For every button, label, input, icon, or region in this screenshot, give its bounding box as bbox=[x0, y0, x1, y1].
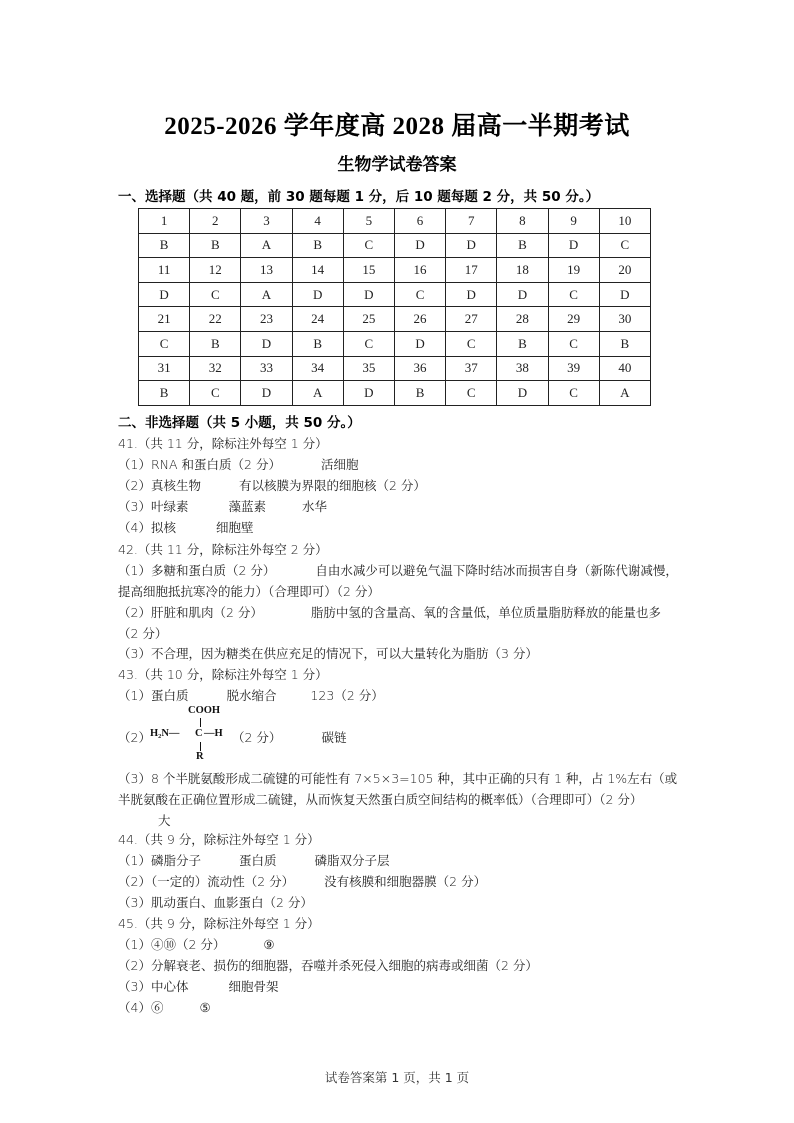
answer-text: 活细胞 bbox=[320, 457, 359, 472]
q45-part4 bbox=[118, 998, 211, 1016]
question-number-cell: 24 bbox=[292, 307, 343, 332]
formula-right: —H bbox=[204, 728, 223, 739]
q45-part3 bbox=[118, 977, 278, 995]
answer-text: （2）肝脏和肌肉（2 分） bbox=[118, 605, 263, 620]
answer-cell: C bbox=[343, 331, 394, 356]
q42-part3: （3）不合理，因为糖类在供应充足的情况下，可以大量转化为脂肪（3 分） bbox=[118, 646, 538, 661]
answer-cell: C bbox=[446, 331, 497, 356]
question-number-cell: 2 bbox=[190, 209, 241, 234]
q42-heading: 42.（共 11 分，除标注外每空 2 分） bbox=[118, 542, 328, 557]
q43-part3 bbox=[118, 768, 678, 831]
q41-heading: 41.（共 11 分，除标注外每空 1 分） bbox=[118, 436, 328, 451]
answer-cell: A bbox=[241, 233, 292, 258]
question-number-cell: 22 bbox=[190, 307, 241, 332]
question-number-cell: 29 bbox=[548, 307, 599, 332]
formula-bottom: R bbox=[196, 751, 204, 762]
q42-part2 bbox=[118, 602, 678, 644]
question-number-cell: 9 bbox=[548, 209, 599, 234]
answer-table bbox=[138, 208, 651, 406]
question-number-cell: 33 bbox=[241, 356, 292, 381]
answer-cell: B bbox=[190, 331, 241, 356]
answer-cell: D bbox=[343, 381, 394, 406]
question-number-cell: 32 bbox=[190, 356, 241, 381]
question-number-cell: 12 bbox=[190, 258, 241, 283]
answer-text: （3）中心体 bbox=[118, 979, 189, 994]
q41-part3 bbox=[118, 497, 327, 515]
q43-part2-label: （2） bbox=[118, 730, 151, 745]
question-number-cell: 37 bbox=[446, 356, 497, 381]
question-number-cell: 34 bbox=[292, 356, 343, 381]
answer-cell: D bbox=[446, 282, 497, 307]
q43-part2-answers bbox=[232, 728, 346, 746]
question-number-cell: 26 bbox=[394, 307, 445, 332]
answer-cell: D bbox=[446, 233, 497, 258]
question-number-cell: 27 bbox=[446, 307, 497, 332]
answer-text: （2）（一定的）流动性（2 分） bbox=[118, 874, 295, 889]
q41-part2 bbox=[118, 476, 426, 494]
answer-text: （1）RNA 和蛋白质（2 分） bbox=[118, 457, 281, 472]
question-number-cell: 28 bbox=[497, 307, 548, 332]
answer-cell: B bbox=[292, 331, 343, 356]
formula-left: H₂N— bbox=[150, 728, 180, 739]
answer-text: （4）⑥ bbox=[118, 1000, 164, 1015]
answer-cell: C bbox=[190, 381, 241, 406]
answer-cell: D bbox=[139, 282, 190, 307]
question-number-row bbox=[139, 258, 651, 283]
formula-center: C bbox=[195, 728, 203, 739]
question-number-cell: 39 bbox=[548, 356, 599, 381]
answer-cell: C bbox=[139, 331, 190, 356]
question-number-cell: 38 bbox=[497, 356, 548, 381]
answer-cell: D bbox=[241, 331, 292, 356]
answer-cell: A bbox=[599, 381, 650, 406]
question-number-cell: 23 bbox=[241, 307, 292, 332]
q45-heading: 45.（共 9 分，除标注外每空 1 分） bbox=[118, 916, 320, 931]
answer-text: 脂肪中氢的含量高、氧的含量低，单位质量脂肪释放的能量也多（2 分） bbox=[118, 605, 661, 641]
answer-cell: D bbox=[599, 282, 650, 307]
answer-text: ⑤ bbox=[199, 1000, 211, 1015]
question-number-cell: 35 bbox=[343, 356, 394, 381]
answer-cell: B bbox=[599, 331, 650, 356]
answer-cell: A bbox=[292, 381, 343, 406]
answer-cell: B bbox=[497, 331, 548, 356]
answer-text: （1）蛋白质 bbox=[118, 688, 189, 703]
q44-part2 bbox=[118, 872, 486, 890]
question-number-cell: 6 bbox=[394, 209, 445, 234]
question-number-row bbox=[139, 356, 651, 381]
answer-cell: A bbox=[241, 282, 292, 307]
q45-part1 bbox=[118, 935, 275, 953]
answer-cell: D bbox=[497, 282, 548, 307]
q44-part3: （3）肌动蛋白、血影蛋白（2 分） bbox=[118, 895, 313, 910]
question-number-cell: 8 bbox=[497, 209, 548, 234]
question-number-cell: 17 bbox=[446, 258, 497, 283]
answer-cell: C bbox=[394, 282, 445, 307]
answer-text: 磷脂双分子层 bbox=[314, 853, 390, 868]
question-number-row bbox=[139, 307, 651, 332]
question-number-cell: 30 bbox=[599, 307, 650, 332]
question-number-cell: 16 bbox=[394, 258, 445, 283]
answer-cell: B bbox=[139, 233, 190, 258]
answer-cell: C bbox=[343, 233, 394, 258]
question-number-cell: 25 bbox=[343, 307, 394, 332]
answer-text: （2 分） bbox=[232, 730, 282, 745]
answer-text: 蛋白质 bbox=[238, 853, 277, 868]
answer-text: ⑨ bbox=[263, 937, 275, 952]
answer-text: （3）8 个半胱氨酸形成二硫键的可能性有 7×5×3=105 种，其中正确的只有 1 种，占 1%左右（或半胱氨酸在正确位置形成二硫键，从而恢复天然蛋白质空间结构的概率低）（合理即可）（2 分） bbox=[118, 771, 678, 807]
section2-heading: 二、非选择题（共 5 小题，共 50 分。） bbox=[118, 415, 361, 431]
page-subtitle: 生物学试卷答案 bbox=[337, 155, 457, 175]
answer-text: （1）④⑩（2 分） bbox=[118, 937, 226, 952]
answer-cell: B bbox=[292, 233, 343, 258]
answer-cell: D bbox=[241, 381, 292, 406]
question-number-cell: 7 bbox=[446, 209, 497, 234]
answer-cell: B bbox=[394, 381, 445, 406]
question-number-row bbox=[139, 209, 651, 234]
q44-heading: 44.（共 9 分，除标注外每空 1 分） bbox=[118, 832, 320, 847]
bond-line bbox=[200, 718, 201, 727]
q42-part1 bbox=[118, 560, 678, 602]
formula-top: COOH bbox=[188, 705, 221, 716]
answer-cell: D bbox=[548, 233, 599, 258]
answer-cell: C bbox=[548, 282, 599, 307]
answer-text: 没有核膜和细胞器膜（2 分） bbox=[324, 874, 487, 889]
question-number-cell: 1 bbox=[139, 209, 190, 234]
question-number-cell: 13 bbox=[241, 258, 292, 283]
question-number-cell: 5 bbox=[343, 209, 394, 234]
answer-cell: D bbox=[343, 282, 394, 307]
answer-text: 细胞壁 bbox=[215, 520, 254, 535]
question-number-cell: 19 bbox=[548, 258, 599, 283]
q41-part4 bbox=[118, 518, 253, 536]
question-number-cell: 10 bbox=[599, 209, 650, 234]
q43-part1 bbox=[118, 686, 384, 704]
answer-cell: C bbox=[548, 331, 599, 356]
question-number-cell: 15 bbox=[343, 258, 394, 283]
answer-text: 大 bbox=[158, 813, 171, 828]
question-number-cell: 3 bbox=[241, 209, 292, 234]
answer-cell: D bbox=[394, 331, 445, 356]
q45-part2: （2）分解衰老、损伤的细胞器，吞噬并杀死侵入细胞的病毒或细菌（2 分） bbox=[118, 958, 538, 973]
answer-text: 细胞骨架 bbox=[228, 979, 279, 994]
answer-cell: B bbox=[497, 233, 548, 258]
answer-cell: D bbox=[394, 233, 445, 258]
answer-text: 水华 bbox=[301, 499, 327, 514]
answer-text: 碳链 bbox=[321, 730, 347, 745]
answer-cell: C bbox=[599, 233, 650, 258]
question-number-cell: 40 bbox=[599, 356, 650, 381]
answer-text: 123（2 分） bbox=[310, 688, 384, 703]
q43-heading: 43.（共 10 分，除标注外每空 1 分） bbox=[118, 667, 328, 682]
q41-part1 bbox=[118, 455, 358, 473]
answer-text: （3）叶绿素 bbox=[118, 499, 189, 514]
q44-part1 bbox=[118, 851, 390, 869]
answer-row bbox=[139, 233, 651, 258]
bond-line bbox=[200, 742, 201, 751]
section1-heading: 一、选择题（共 40 题，前 30 题每题 1 分，后 10 题每题 2 分，共 50 分。） bbox=[118, 189, 600, 205]
answer-row bbox=[139, 282, 651, 307]
answer-cell: B bbox=[139, 381, 190, 406]
answer-cell: B bbox=[190, 233, 241, 258]
question-number-cell: 11 bbox=[139, 258, 190, 283]
question-number-cell: 31 bbox=[139, 356, 190, 381]
answer-cell: C bbox=[190, 282, 241, 307]
question-number-cell: 20 bbox=[599, 258, 650, 283]
question-number-cell: 21 bbox=[139, 307, 190, 332]
answer-text: （1）多糖和蛋白质（2 分） bbox=[118, 563, 276, 578]
answer-row bbox=[139, 381, 651, 406]
page-title: 2025-2026 学年度高 2028 届高一半期考试 bbox=[164, 113, 630, 140]
question-number-cell: 18 bbox=[497, 258, 548, 283]
answer-text: （1）磷脂分子 bbox=[118, 853, 201, 868]
answer-text: 自由水减少可以避免气温下降时结冰而损害自身（新陈代谢减慢，提高细胞抵抗寒冷的能力）（合理即可）（2 分） bbox=[118, 563, 678, 599]
page-footer: 试卷答案第 1 页，共 1 页 bbox=[324, 1070, 470, 1085]
answer-text: 脱水缩合 bbox=[226, 688, 277, 703]
answer-cell: C bbox=[548, 381, 599, 406]
answer-row bbox=[139, 331, 651, 356]
answer-cell: C bbox=[446, 381, 497, 406]
answer-text: 藻蓝素 bbox=[228, 499, 266, 514]
answer-text: 有以核膜为界限的细胞核（2 分） bbox=[238, 478, 426, 493]
question-number-cell: 14 bbox=[292, 258, 343, 283]
question-number-cell: 4 bbox=[292, 209, 343, 234]
answer-cell: D bbox=[292, 282, 343, 307]
question-number-cell: 36 bbox=[394, 356, 445, 381]
answer-cell: D bbox=[497, 381, 548, 406]
answer-text: （2）真核生物 bbox=[118, 478, 201, 493]
answer-text: （4）拟核 bbox=[118, 520, 176, 535]
